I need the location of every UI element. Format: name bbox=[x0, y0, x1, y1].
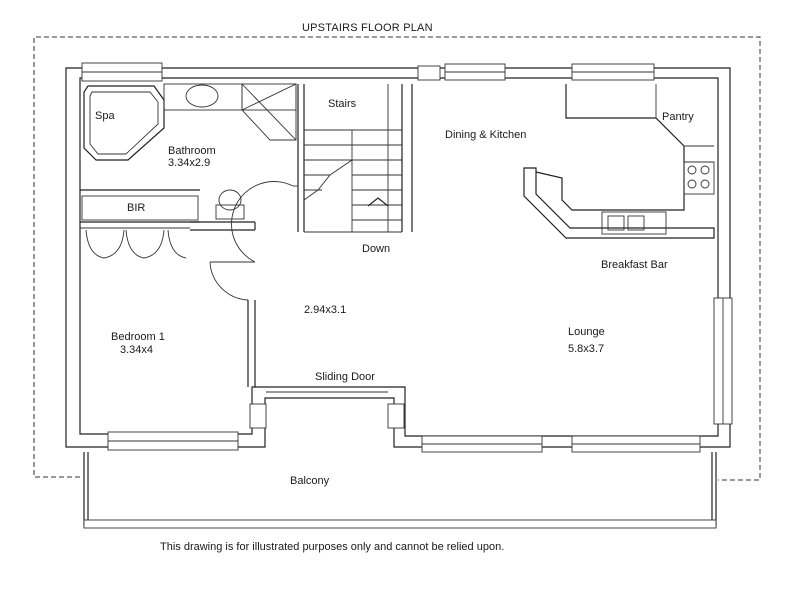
label-balcony: Balcony bbox=[290, 475, 330, 487]
plan-title: UPSTAIRS FLOOR PLAN bbox=[302, 22, 433, 34]
balcony-rail bbox=[84, 452, 716, 528]
disclaimer: This drawing is for illustrated purposes only and cannot be relied upon. bbox=[160, 541, 505, 553]
kitchen-benches bbox=[524, 84, 714, 238]
label-bathroom-size: 3.34x2.9 bbox=[168, 157, 211, 169]
spa-tub bbox=[84, 86, 164, 160]
label-sliding-door: Sliding Door bbox=[315, 371, 375, 383]
label-lounge-size: 5.8x3.7 bbox=[568, 343, 605, 355]
bedroom-door-swing bbox=[210, 262, 248, 300]
label-hall-size: 2.94x3.1 bbox=[304, 304, 347, 316]
bottom-windows bbox=[108, 432, 700, 452]
label-dining-kitchen: Dining & Kitchen bbox=[445, 129, 527, 141]
label-lounge: Lounge bbox=[568, 326, 605, 338]
label-bathroom: Bathroom bbox=[168, 145, 216, 157]
sliding-door-frame-right bbox=[388, 404, 404, 428]
label-bir: BIR bbox=[127, 202, 146, 214]
label-bedroom: Bedroom 1 bbox=[111, 331, 165, 343]
basin bbox=[186, 85, 218, 107]
bir-doors bbox=[80, 228, 190, 258]
outer-walls bbox=[66, 68, 730, 447]
cooktop bbox=[684, 162, 714, 194]
label-pantry: Pantry bbox=[662, 111, 694, 123]
label-breakfast-bar: Breakfast Bar bbox=[601, 259, 668, 271]
sliding-door-frame-left bbox=[250, 404, 266, 428]
kitchen-sink bbox=[602, 212, 666, 234]
label-spa: Spa bbox=[95, 110, 115, 122]
label-stairs: Stairs bbox=[328, 98, 357, 110]
toilet bbox=[216, 190, 244, 219]
label-down: Down bbox=[362, 243, 391, 255]
label-bedroom-size: 3.34x4 bbox=[120, 344, 154, 356]
shower bbox=[242, 84, 296, 140]
